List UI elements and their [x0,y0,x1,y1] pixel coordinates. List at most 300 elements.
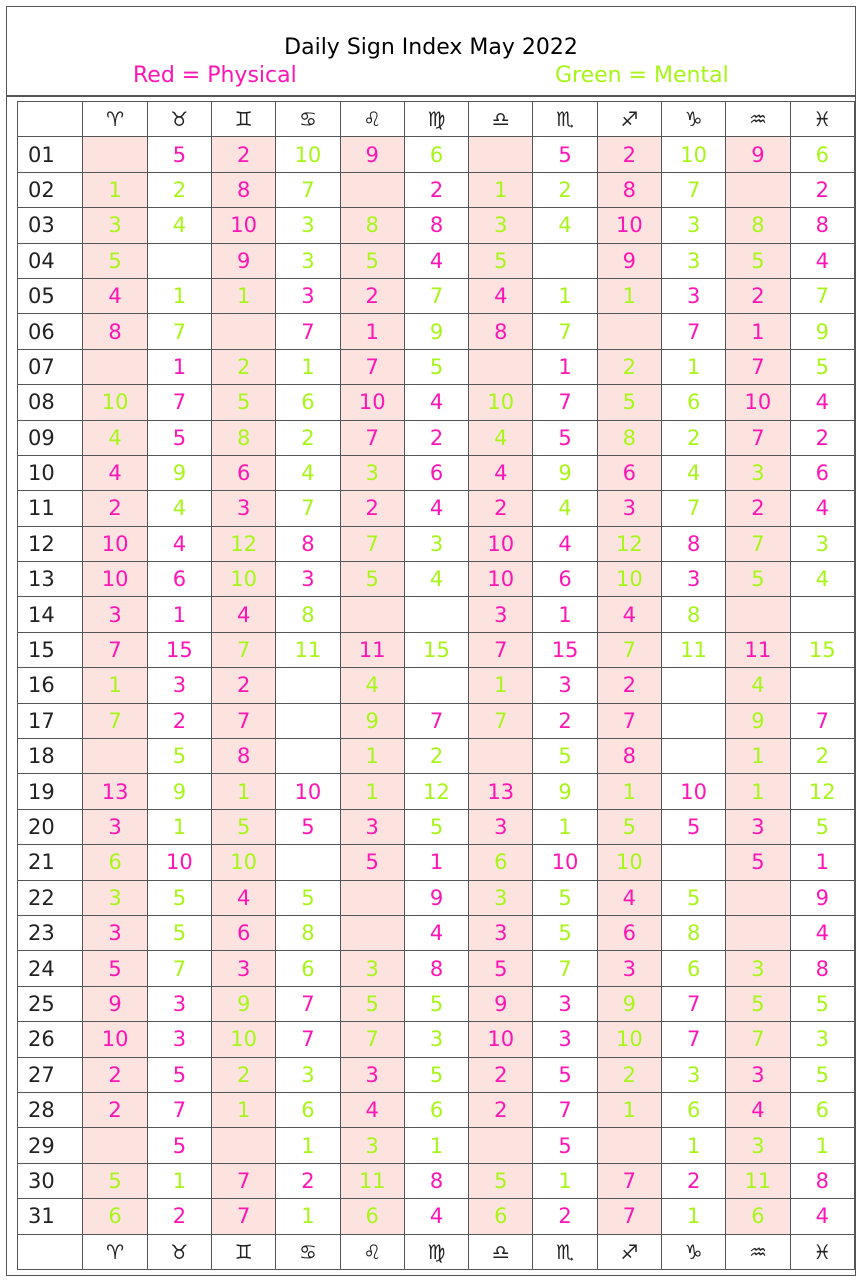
day-label: 14 [18,597,83,632]
index-cell: 2 [276,1163,340,1198]
index-cell: 3 [83,809,147,844]
index-cell [340,172,404,207]
index-cell: 7 [276,1022,340,1057]
index-cell: 3 [276,243,340,278]
index-cell: 10 [661,137,725,172]
zodiac-sign-4: ♌ [340,1234,404,1269]
index-cell [597,314,661,349]
index-cell: 9 [533,774,597,809]
index-cell: 9 [147,774,211,809]
index-cell: 12 [597,526,661,561]
index-cell: 10 [212,845,276,880]
index-cell: 2 [147,1199,211,1234]
index-cell: 3 [340,951,404,986]
index-cell: 6 [661,1092,725,1127]
index-cell: 1 [212,1092,276,1127]
index-cell: 4 [83,420,147,455]
index-cell: 5 [726,845,790,880]
index-cell: 10 [83,385,147,420]
index-cell: 3 [661,562,725,597]
index-cell: 4 [790,491,854,526]
index-cell [404,597,468,632]
zodiac-sign-3: ♋ [276,1234,340,1269]
table-body [18,137,855,1234]
index-cell: 3 [83,597,147,632]
index-cell: 8 [790,208,854,243]
index-cell: 5 [469,951,533,986]
table-row [18,1128,855,1163]
index-cell: 7 [276,986,340,1021]
zodiac-sign-8: ♐ [597,102,661,137]
index-cell: 9 [790,314,854,349]
index-cell: 7 [147,951,211,986]
index-cell: 15 [147,632,211,667]
index-cell: 10 [212,1022,276,1057]
index-cell: 10 [340,385,404,420]
index-cell: 12 [404,774,468,809]
index-cell: 5 [83,1163,147,1198]
index-cell: 5 [147,739,211,774]
index-cell: 4 [533,526,597,561]
table-row [18,278,855,313]
index-cell: 2 [597,668,661,703]
index-cell: 6 [212,455,276,490]
index-cell: 5 [276,880,340,915]
index-cell: 3 [726,809,790,844]
index-cell: 5 [212,385,276,420]
index-cell: 7 [340,526,404,561]
index-cell: 3 [533,1022,597,1057]
table-row [18,137,855,172]
index-cell [790,597,854,632]
day-label: 04 [18,243,83,278]
index-cell: 6 [726,1199,790,1234]
index-cell: 7 [661,314,725,349]
zodiac-sign-9: ♑ [661,102,725,137]
index-cell: 4 [790,243,854,278]
index-cell: 5 [533,739,597,774]
index-cell: 8 [276,915,340,950]
index-cell: 7 [147,385,211,420]
index-cell: 12 [790,774,854,809]
index-cell [469,137,533,172]
index-cell: 7 [83,632,147,667]
index-cell: 3 [276,1057,340,1092]
index-cell [597,1128,661,1163]
index-cell: 8 [404,1163,468,1198]
index-cell: 6 [404,455,468,490]
index-cell: 7 [147,1092,211,1127]
index-cell: 5 [147,880,211,915]
table-row [18,385,855,420]
index-cell: 6 [597,915,661,950]
index-cell: 10 [533,845,597,880]
table-row [18,455,855,490]
zodiac-sign-5: ♍ [404,1234,468,1269]
index-cell: 4 [533,208,597,243]
day-label: 21 [18,845,83,880]
index-cell: 4 [147,526,211,561]
index-cell: 9 [726,703,790,738]
index-cell: 5 [661,880,725,915]
index-cell: 10 [276,137,340,172]
index-cell: 7 [597,1199,661,1234]
index-cell: 10 [212,208,276,243]
day-label: 17 [18,703,83,738]
index-cell: 4 [790,562,854,597]
index-cell: 9 [469,986,533,1021]
index-cell: 7 [790,703,854,738]
index-cell: 2 [147,703,211,738]
zodiac-sign-0: ♈ [83,1234,147,1269]
day-label: 08 [18,385,83,420]
index-cell: 5 [147,137,211,172]
index-cell: 3 [661,1057,725,1092]
index-cell: 2 [340,491,404,526]
index-cell: 2 [726,491,790,526]
index-cell: 6 [340,1199,404,1234]
index-cell: 8 [212,739,276,774]
index-cell: 6 [790,1092,854,1127]
index-cell: 3 [340,1057,404,1092]
index-cell: 1 [726,314,790,349]
index-cell: 4 [147,491,211,526]
index-cell [726,880,790,915]
index-cell: 1 [340,739,404,774]
index-cell: 6 [276,385,340,420]
index-cell: 3 [212,491,276,526]
index-cell: 2 [726,278,790,313]
index-cell: 4 [404,491,468,526]
index-cell: 8 [790,1163,854,1198]
index-cell: 12 [212,526,276,561]
index-cell: 7 [597,703,661,738]
index-cell: 1 [340,314,404,349]
index-cell: 6 [147,562,211,597]
index-cell: 8 [212,420,276,455]
day-label: 25 [18,986,83,1021]
index-cell: 10 [147,845,211,880]
index-cell: 1 [276,1128,340,1163]
index-cell: 4 [726,1092,790,1127]
day-label: 12 [18,526,83,561]
index-cell: 2 [83,1092,147,1127]
zodiac-sign-11: ♓ [790,102,854,137]
index-cell: 3 [147,986,211,1021]
index-cell: 9 [597,986,661,1021]
day-label: 10 [18,455,83,490]
index-cell: 9 [404,314,468,349]
index-cell: 6 [469,1199,533,1234]
index-cell: 5 [533,1057,597,1092]
index-cell: 1 [533,809,597,844]
zodiac-sign-10: ♒ [726,102,790,137]
index-cell: 10 [276,774,340,809]
index-cell: 7 [469,703,533,738]
index-cell: 7 [597,632,661,667]
index-cell [404,668,468,703]
day-label: 18 [18,739,83,774]
index-cell: 7 [276,314,340,349]
index-cell: 5 [404,986,468,1021]
day-label: 13 [18,562,83,597]
index-cell: 8 [404,951,468,986]
index-cell: 7 [212,703,276,738]
index-cell: 9 [597,243,661,278]
index-cell: 10 [597,1022,661,1057]
index-cell: 5 [726,986,790,1021]
index-cell: 1 [533,597,597,632]
index-cell: 2 [212,668,276,703]
index-cell: 1 [147,809,211,844]
index-cell: 6 [661,951,725,986]
index-cell: 5 [276,809,340,844]
index-cell: 2 [83,491,147,526]
index-cell: 6 [404,137,468,172]
zodiac-sign-6: ♎ [469,102,533,137]
table-row [18,845,855,880]
index-cell: 3 [340,455,404,490]
index-cell: 1 [147,597,211,632]
zodiac-sign-6: ♎ [469,1234,533,1269]
zodiac-sign-7: ♏ [533,102,597,137]
index-cell: 7 [83,703,147,738]
index-cell: 3 [83,880,147,915]
sign-index-table [17,101,855,1270]
index-cell: 7 [212,1163,276,1198]
index-cell: 13 [469,774,533,809]
index-cell: 3 [469,880,533,915]
index-cell: 10 [469,526,533,561]
index-cell: 3 [340,1128,404,1163]
index-cell: 5 [533,137,597,172]
index-cell: 7 [147,314,211,349]
index-cell [340,880,404,915]
day-label: 07 [18,349,83,384]
table-row [18,1022,855,1057]
index-cell: 7 [790,278,854,313]
index-cell: 9 [404,880,468,915]
index-cell: 4 [404,915,468,950]
index-cell: 2 [83,1057,147,1092]
zodiac-sign-4: ♌ [340,102,404,137]
index-cell: 4 [404,243,468,278]
index-cell: 2 [661,1163,725,1198]
index-cell: 3 [469,597,533,632]
index-cell [212,314,276,349]
zodiac-sign-10: ♒ [726,1234,790,1269]
index-cell: 5 [404,809,468,844]
index-cell: 4 [83,278,147,313]
index-cell: 3 [469,208,533,243]
index-cell: 5 [597,385,661,420]
day-label: 06 [18,314,83,349]
index-cell: 5 [726,243,790,278]
index-cell: 9 [340,703,404,738]
index-cell [790,668,854,703]
index-cell: 5 [790,1057,854,1092]
day-label: 29 [18,1128,83,1163]
index-cell: 5 [147,1057,211,1092]
index-cell: 1 [790,1128,854,1163]
index-cell: 7 [533,1092,597,1127]
index-cell: 10 [83,562,147,597]
index-cell: 11 [276,632,340,667]
index-cell: 2 [790,739,854,774]
index-cell: 1 [533,349,597,384]
index-cell: 9 [212,243,276,278]
index-cell [212,1128,276,1163]
index-cell: 3 [276,562,340,597]
index-cell: 3 [790,526,854,561]
index-cell: 1 [212,278,276,313]
index-cell: 7 [726,420,790,455]
index-cell: 2 [661,420,725,455]
index-cell: 3 [404,526,468,561]
index-cell: 2 [469,1092,533,1127]
index-cell: 1 [340,774,404,809]
index-cell: 5 [83,243,147,278]
index-cell: 4 [340,1092,404,1127]
index-cell: 7 [661,1022,725,1057]
index-cell: 4 [212,597,276,632]
table-row [18,809,855,844]
index-cell: 7 [212,1199,276,1234]
index-cell: 4 [404,562,468,597]
index-cell: 1 [533,278,597,313]
index-cell: 1 [597,774,661,809]
index-cell: 3 [469,915,533,950]
index-cell: 5 [340,562,404,597]
index-cell: 4 [469,278,533,313]
index-cell: 1 [661,1199,725,1234]
index-cell: 11 [726,1163,790,1198]
day-label: 11 [18,491,83,526]
index-cell: 2 [533,703,597,738]
index-cell: 11 [340,1163,404,1198]
index-cell: 7 [597,1163,661,1198]
index-cell: 7 [726,1022,790,1057]
index-cell: 8 [597,420,661,455]
index-cell [83,1128,147,1163]
index-cell: 11 [340,632,404,667]
day-label: 31 [18,1199,83,1234]
index-cell: 2 [404,172,468,207]
index-cell: 3 [790,1022,854,1057]
index-cell: 1 [83,668,147,703]
index-cell: 9 [533,455,597,490]
index-cell: 8 [83,314,147,349]
index-cell: 8 [340,208,404,243]
index-cell: 6 [83,1199,147,1234]
index-cell: 8 [726,208,790,243]
zodiac-sign-2: ♊ [212,1234,276,1269]
index-cell: 7 [661,986,725,1021]
index-cell: 10 [212,562,276,597]
sign-index-frame [6,6,856,1276]
index-cell: 3 [404,1022,468,1057]
table-row [18,880,855,915]
index-cell: 13 [83,774,147,809]
index-cell: 7 [533,385,597,420]
sign-footer-row [18,1234,855,1269]
index-cell: 10 [83,526,147,561]
index-cell: 3 [533,668,597,703]
index-cell: 2 [404,739,468,774]
index-cell [147,243,211,278]
index-cell [83,739,147,774]
index-cell: 8 [276,526,340,561]
index-cell: 5 [597,809,661,844]
index-cell [469,1128,533,1163]
table-row [18,491,855,526]
day-label: 15 [18,632,83,667]
index-cell: 1 [790,845,854,880]
table-row [18,1057,855,1092]
index-cell: 5 [404,349,468,384]
table-row [18,632,855,667]
index-cell [340,915,404,950]
index-cell: 8 [790,951,854,986]
index-cell: 3 [212,951,276,986]
index-cell: 7 [533,951,597,986]
index-cell [726,597,790,632]
index-cell: 3 [726,455,790,490]
index-cell: 2 [469,491,533,526]
corner-cell [18,1234,83,1269]
index-cell: 4 [212,880,276,915]
index-cell: 7 [276,172,340,207]
index-cell: 6 [276,1092,340,1127]
day-label: 20 [18,809,83,844]
index-cell: 3 [147,668,211,703]
index-cell: 8 [597,172,661,207]
index-cell: 9 [726,137,790,172]
index-cell: 1 [147,278,211,313]
index-cell: 2 [469,1057,533,1092]
index-cell: 5 [661,809,725,844]
index-cell: 8 [661,597,725,632]
index-cell: 1 [469,668,533,703]
index-cell: 4 [597,880,661,915]
index-cell: 7 [661,491,725,526]
day-label: 30 [18,1163,83,1198]
index-cell: 11 [726,632,790,667]
index-cell: 9 [340,137,404,172]
index-cell: 5 [533,915,597,950]
corner-cell [18,102,83,137]
index-cell: 8 [469,314,533,349]
table-row [18,703,855,738]
index-cell: 4 [83,455,147,490]
table-row [18,739,855,774]
index-cell: 2 [533,172,597,207]
index-cell: 1 [276,349,340,384]
zodiac-sign-1: ♉ [147,1234,211,1269]
table-row [18,986,855,1021]
index-cell: 2 [147,172,211,207]
table-row [18,172,855,207]
zodiac-sign-11: ♓ [790,1234,854,1269]
index-cell: 2 [790,420,854,455]
sign-header-row [18,102,855,137]
index-cell: 1 [404,1128,468,1163]
index-cell: 10 [597,208,661,243]
index-cell: 1 [276,1199,340,1234]
index-cell: 4 [790,1199,854,1234]
index-cell [83,349,147,384]
index-cell: 9 [147,455,211,490]
